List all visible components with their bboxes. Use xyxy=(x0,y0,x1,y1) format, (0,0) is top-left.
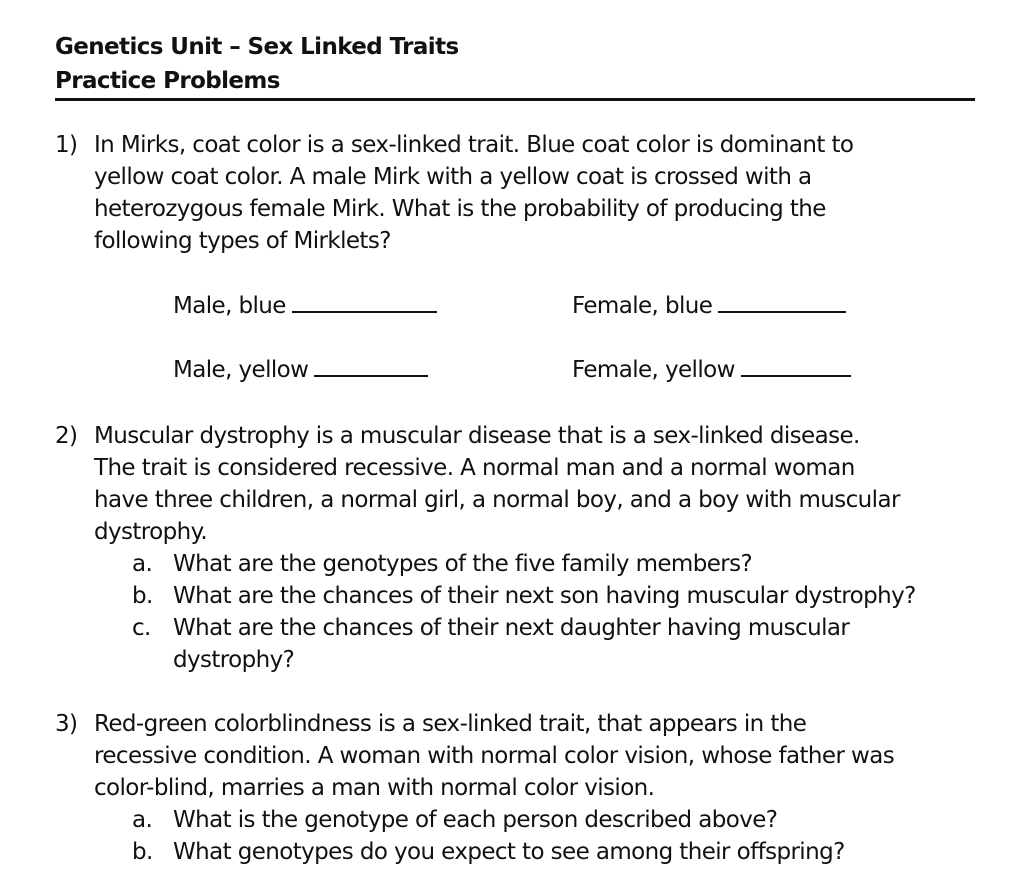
q2-line: The trait is considered recessive. A normal man and a normal woman xyxy=(94,455,855,481)
sub-question: What is the genotype of each person described above? xyxy=(173,807,778,833)
q2-line: have three children, a normal girl, a normal boy, and a boy with muscular xyxy=(94,487,900,513)
header-rule xyxy=(55,98,975,101)
blank-label: Male, blue xyxy=(173,293,286,319)
sub-question: What are the chances of their next son having muscular dystrophy? xyxy=(173,583,916,609)
answer-line xyxy=(314,374,428,377)
answer-line xyxy=(741,374,851,377)
blank-female-blue xyxy=(572,293,846,319)
blank-label: Male, yellow xyxy=(173,357,309,383)
q3-line: Red-green colorblindness is a sex-linked trait, that appears in the xyxy=(94,711,807,737)
blank-male-blue xyxy=(173,293,437,319)
title: Genetics Unit – Sex Linked Traits xyxy=(55,34,459,60)
blank-label: Female, blue xyxy=(572,293,713,319)
answer-line xyxy=(292,310,437,313)
q2-line: Muscular dystrophy is a muscular disease that is a sex-linked disease. xyxy=(94,423,860,449)
q3-line: recessive condition. A woman with normal color vision, whose father was xyxy=(94,743,895,769)
sub-letter: b. xyxy=(132,839,153,865)
sub-question: What genotypes do you expect to see among their offspring? xyxy=(173,839,845,865)
sub-letter: c. xyxy=(132,615,151,641)
sub-letter: b. xyxy=(132,583,153,609)
answer-line xyxy=(718,310,846,313)
q2-line: dystrophy. xyxy=(94,519,208,545)
sub-letter: a. xyxy=(132,551,153,577)
blank-female-yellow xyxy=(572,357,851,383)
q2-number: 2) xyxy=(55,423,78,449)
q1-line: In Mirks, coat color is a sex-linked trait. Blue coat color is dominant to xyxy=(94,132,854,158)
sub-question: What are the chances of their next daughter having muscular xyxy=(173,615,850,641)
q1-number: 1) xyxy=(55,132,78,158)
blank-male-yellow xyxy=(173,357,428,383)
q1-line: heterozygous female Mirk. What is the probability of producing the xyxy=(94,196,826,222)
q3-number: 3) xyxy=(55,711,78,737)
sub-question: What are the genotypes of the five family members? xyxy=(173,551,753,577)
blank-label: Female, yellow xyxy=(572,357,735,383)
q3-line: color-blind, marries a man with normal color vision. xyxy=(94,775,655,801)
sub-question-cont: dystrophy? xyxy=(173,647,295,673)
q1-line: following types of Mirklets? xyxy=(94,228,391,254)
q1-line: yellow coat color. A male Mirk with a yellow coat is crossed with a xyxy=(94,164,812,190)
sub-letter: a. xyxy=(132,807,153,833)
subtitle: Practice Problems xyxy=(55,68,280,94)
